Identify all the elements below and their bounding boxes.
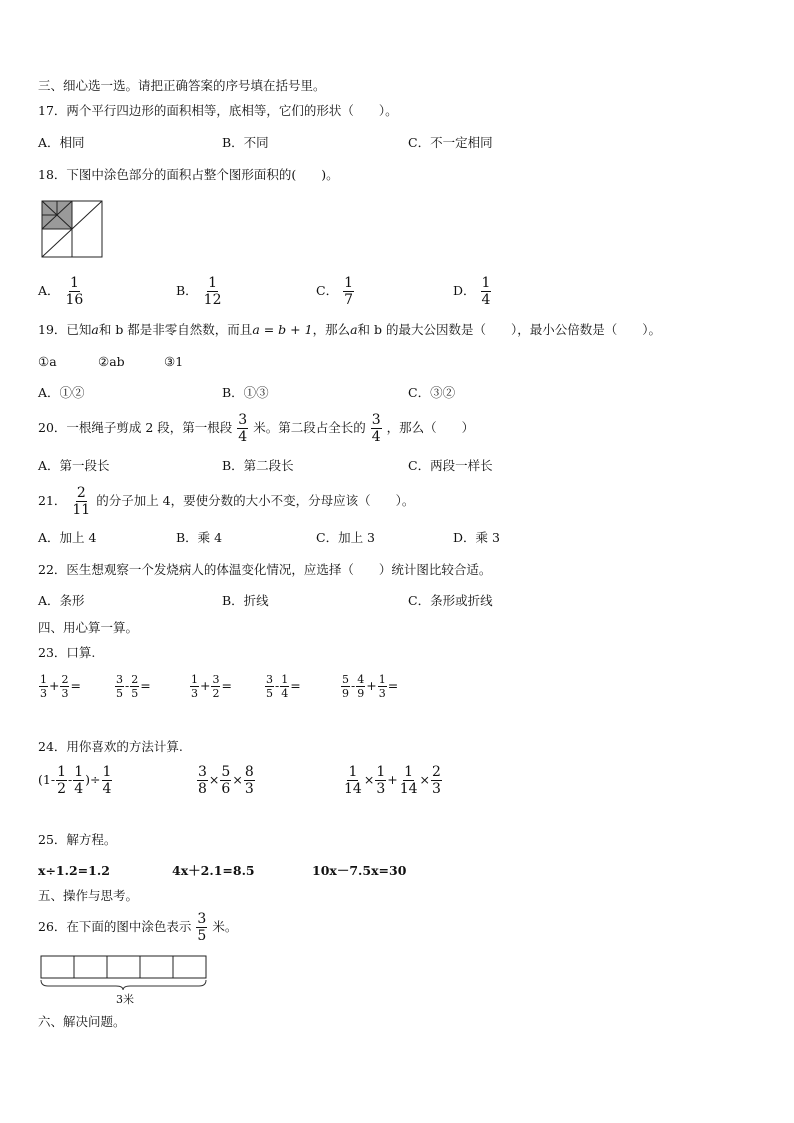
q19-equation: a = b + 1: [252, 322, 313, 337]
q22-option-a: A．条形: [38, 593, 85, 608]
fraction: [190, 674, 199, 699]
fraction: [375, 765, 386, 796]
fraction-numerator: 1: [348, 764, 358, 780]
q20-option-a: A．第一段长: [38, 458, 110, 473]
equals-sign: =: [70, 678, 81, 693]
fraction-numerator: 3: [266, 673, 273, 686]
operator: ×: [363, 772, 375, 787]
operator: -: [351, 678, 356, 693]
q19-option-a: A．①②: [38, 385, 85, 400]
fraction-numerator: 1: [404, 764, 414, 780]
q21-option-c: C．加上 3: [316, 530, 375, 545]
q19-option-b: B．①③: [222, 385, 269, 400]
q23-stem: 23．口算.: [38, 645, 96, 660]
q26-strip: [40, 955, 210, 991]
fraction: [130, 674, 139, 699]
q21-option-d: D．乘 3: [453, 530, 500, 545]
fraction-denominator: 5: [197, 928, 207, 944]
q17-stem: 17．两个平行四边形的面积相等，底相等，它们的形状（ ）。: [38, 103, 398, 118]
q23-item-3: [189, 674, 232, 699]
fraction-numerator: 2: [131, 673, 139, 686]
fraction-numerator: 3: [212, 673, 220, 686]
fraction-denominator: 4: [371, 429, 381, 445]
q19-choice-3: ③1: [164, 354, 184, 369]
q23-item-1: [38, 674, 81, 699]
fraction-numerator: 3: [198, 764, 207, 780]
q18-option-a-fraction: [65, 276, 85, 307]
fraction: [102, 765, 113, 796]
fraction: [265, 674, 274, 699]
fraction-denominator: 12: [203, 292, 222, 308]
q19-choice-2: ②ab: [98, 354, 125, 369]
fraction-denominator: 5: [131, 687, 139, 700]
fraction: [341, 674, 350, 699]
fraction-denominator: 4: [102, 781, 112, 797]
q22-option-c: C．条形或折线: [408, 593, 493, 608]
equals-sign: =: [387, 678, 399, 693]
fraction-numerator: 1: [57, 764, 66, 780]
q26-brace: [41, 980, 206, 990]
q26-part1: 26．在下面的图中涂色表示: [38, 919, 192, 934]
q18-option-d-fraction: [481, 276, 492, 307]
fraction: [73, 765, 84, 796]
q21-option-a: A．加上 4: [38, 530, 97, 545]
q20-option-b: B．第二段长: [222, 458, 294, 473]
q19-var-a-2: a: [350, 322, 358, 337]
fraction-numerator: 1: [102, 764, 112, 780]
operator: +: [387, 772, 398, 787]
fraction-denominator: 14: [344, 781, 362, 797]
section-5-title: 五、操作与思考。: [38, 888, 139, 903]
open-paren: (1-: [38, 772, 56, 787]
q18-option-c: [316, 276, 355, 307]
fraction-numerator: 2: [432, 764, 441, 780]
q17-option-a: A．相同: [38, 135, 85, 150]
q21-text: 的分子加上 4，要使分数的大小不变，分母应该（ ）。: [96, 493, 415, 508]
fraction: [431, 765, 442, 796]
fraction-numerator: 4: [357, 673, 365, 686]
q19-option-c: C．③②: [408, 385, 456, 400]
fraction: [280, 674, 289, 699]
equals-sign: =: [290, 678, 301, 693]
q23-item-5: [340, 674, 398, 699]
fraction-denominator: 3: [40, 687, 47, 700]
fraction-denominator: 5: [266, 687, 273, 700]
q21-option-b: B．乘 4: [176, 530, 223, 545]
fraction-denominator: 5: [116, 687, 123, 700]
q25-equation-1: x÷1.2=1.2: [38, 863, 110, 878]
q22-stem: 22．医生想观察一个发烧病人的体温变化情况，应选择（ ）统计图比较合适。: [38, 562, 492, 577]
operator: -: [67, 772, 73, 787]
q24-expression-1: [38, 765, 113, 796]
q18-option-d-letter: D．: [453, 283, 476, 298]
section-4-title: 四、用心算一算。: [38, 620, 139, 635]
q26-part2: 米。: [212, 919, 238, 934]
q26-stem: [38, 912, 237, 943]
fraction-denominator: 3: [61, 687, 69, 700]
fraction: [244, 765, 255, 796]
fraction-numerator: 1: [376, 764, 386, 780]
section-6-title: 六、解决问题。: [38, 1014, 126, 1029]
q19-choice-1: ①a: [38, 354, 57, 369]
q23-item-4: [264, 674, 301, 699]
q18-option-b: [176, 276, 224, 307]
operator: +: [49, 678, 60, 693]
fraction-denominator: 14: [399, 781, 418, 797]
q19-var-a: a: [91, 322, 99, 337]
q18-option-c-fraction: [343, 276, 354, 307]
fraction-numerator: 1: [281, 673, 289, 686]
q25-equation-2: 4x＋2.1=8.5: [172, 863, 255, 878]
fraction-numerator: 5: [342, 673, 349, 686]
fraction-denominator: 3: [244, 781, 254, 797]
q21-fraction: [71, 486, 91, 517]
fraction-denominator: 11: [72, 502, 91, 518]
fraction: [378, 674, 387, 699]
q26-length-label: 3米: [116, 993, 134, 1006]
equals-sign: =: [140, 678, 151, 693]
operator: ×: [232, 772, 243, 787]
fraction-denominator: 9: [342, 687, 349, 700]
q17-option-b: B．不同: [222, 135, 269, 150]
q20-fraction-2: [371, 413, 382, 444]
q21-number: 21．: [38, 493, 67, 508]
q26-figure: [40, 955, 210, 1011]
fraction-denominator: 2: [212, 687, 220, 700]
fraction-numerator: 8: [244, 764, 254, 780]
q19-part1: 19．已知: [38, 322, 92, 337]
fraction-denominator: 6: [221, 781, 231, 797]
fraction: [220, 765, 231, 796]
q26-fraction: [196, 912, 207, 943]
fraction: [197, 765, 208, 796]
q24-expression-2: [196, 765, 256, 796]
fraction-denominator: 16: [65, 292, 84, 308]
fraction-denominator: 8: [198, 781, 207, 797]
q18-option-a: [38, 276, 85, 307]
q18-option-b-letter: B．: [176, 283, 198, 298]
q22-option-b: B．折线: [222, 593, 269, 608]
q18-option-d: [453, 276, 492, 307]
equals-sign: =: [221, 678, 232, 693]
q19-part2: 和 b 都是非零自然数，而且: [98, 322, 253, 337]
fraction-denominator: 4: [281, 687, 289, 700]
fraction: [115, 674, 124, 699]
fraction: [39, 674, 48, 699]
operator: ×: [419, 772, 431, 787]
q20-part2: 米。第二段占全长的: [253, 420, 366, 435]
fraction-numerator: 1: [481, 275, 491, 291]
q26-strip-border: [41, 956, 206, 978]
fraction-numerator: 1: [344, 275, 353, 291]
q19-part3: ，那么: [312, 322, 351, 337]
fraction: [211, 674, 220, 699]
fraction-numerator: 1: [40, 673, 47, 686]
q21-stem: [38, 486, 414, 517]
q20-fraction-1: [237, 413, 248, 444]
q24-stem: 24．用你喜欢的方法计算.: [38, 739, 183, 754]
fraction-numerator: 3: [197, 911, 207, 927]
operator: ×: [208, 772, 220, 787]
q20-part3: ，那么（ ）: [386, 420, 475, 435]
fraction-numerator: 1: [378, 673, 386, 686]
q19-part4: 和 b 的最大公因数是（ ），最小公倍数是（ ）。: [357, 322, 661, 337]
q19-stem: [38, 322, 661, 338]
fraction-denominator: 9: [357, 687, 365, 700]
fraction: [356, 674, 365, 699]
fraction: [343, 765, 363, 796]
q25-stem: 25．解方程。: [38, 832, 117, 847]
q18-figure: [41, 200, 104, 258]
fraction-denominator: 3: [191, 687, 198, 700]
q18-option-a-letter: A．: [38, 283, 60, 298]
section-3-title: 三、细心选一选。请把正确答案的序号填在括号里。: [38, 78, 326, 93]
operator: -: [275, 678, 280, 693]
fraction-denominator: 4: [74, 781, 84, 797]
fraction: [399, 765, 419, 796]
fraction: [60, 674, 69, 699]
fraction-numerator: 1: [69, 275, 79, 291]
fraction-numerator: 3: [238, 412, 248, 428]
fraction-numerator: 1: [191, 673, 198, 686]
q20-stem: [38, 413, 474, 444]
q18-option-b-fraction: [203, 276, 223, 307]
close-paren-divide: )÷: [85, 772, 101, 787]
q18-option-c-letter: C．: [316, 283, 339, 298]
q17-option-c: C．不一定相同: [408, 135, 493, 150]
operator: +: [200, 678, 211, 693]
fraction-numerator: 1: [208, 275, 218, 291]
fraction-denominator: 4: [238, 429, 248, 445]
fraction-denominator: 3: [376, 781, 386, 797]
fraction-denominator: 7: [344, 292, 353, 308]
q24-expression-3: [342, 765, 443, 796]
fraction: [56, 765, 67, 796]
operator: +: [366, 678, 377, 693]
fraction-numerator: 5: [221, 764, 231, 780]
fraction-numerator: 2: [61, 673, 69, 686]
fraction-numerator: 3: [371, 412, 381, 428]
fraction-denominator: 3: [432, 781, 441, 797]
q25-equation-3: 10x－7.5x=30: [312, 863, 407, 878]
fraction-denominator: 2: [57, 781, 66, 797]
operator: -: [125, 678, 130, 693]
q20-part1: 20．一根绳子剪成 2 段，第一根段: [38, 420, 233, 435]
fraction-numerator: 1: [74, 764, 84, 780]
q23-item-2: [114, 674, 151, 699]
q18-stem: 18．下图中涂色部分的面积占整个图形面积的( )。: [38, 167, 339, 182]
fraction-numerator: 3: [116, 673, 123, 686]
fraction-denominator: 4: [481, 292, 491, 308]
fraction-numerator: 2: [76, 485, 86, 501]
fraction-denominator: 3: [378, 687, 386, 700]
q20-option-c: C．两段一样长: [408, 458, 493, 473]
